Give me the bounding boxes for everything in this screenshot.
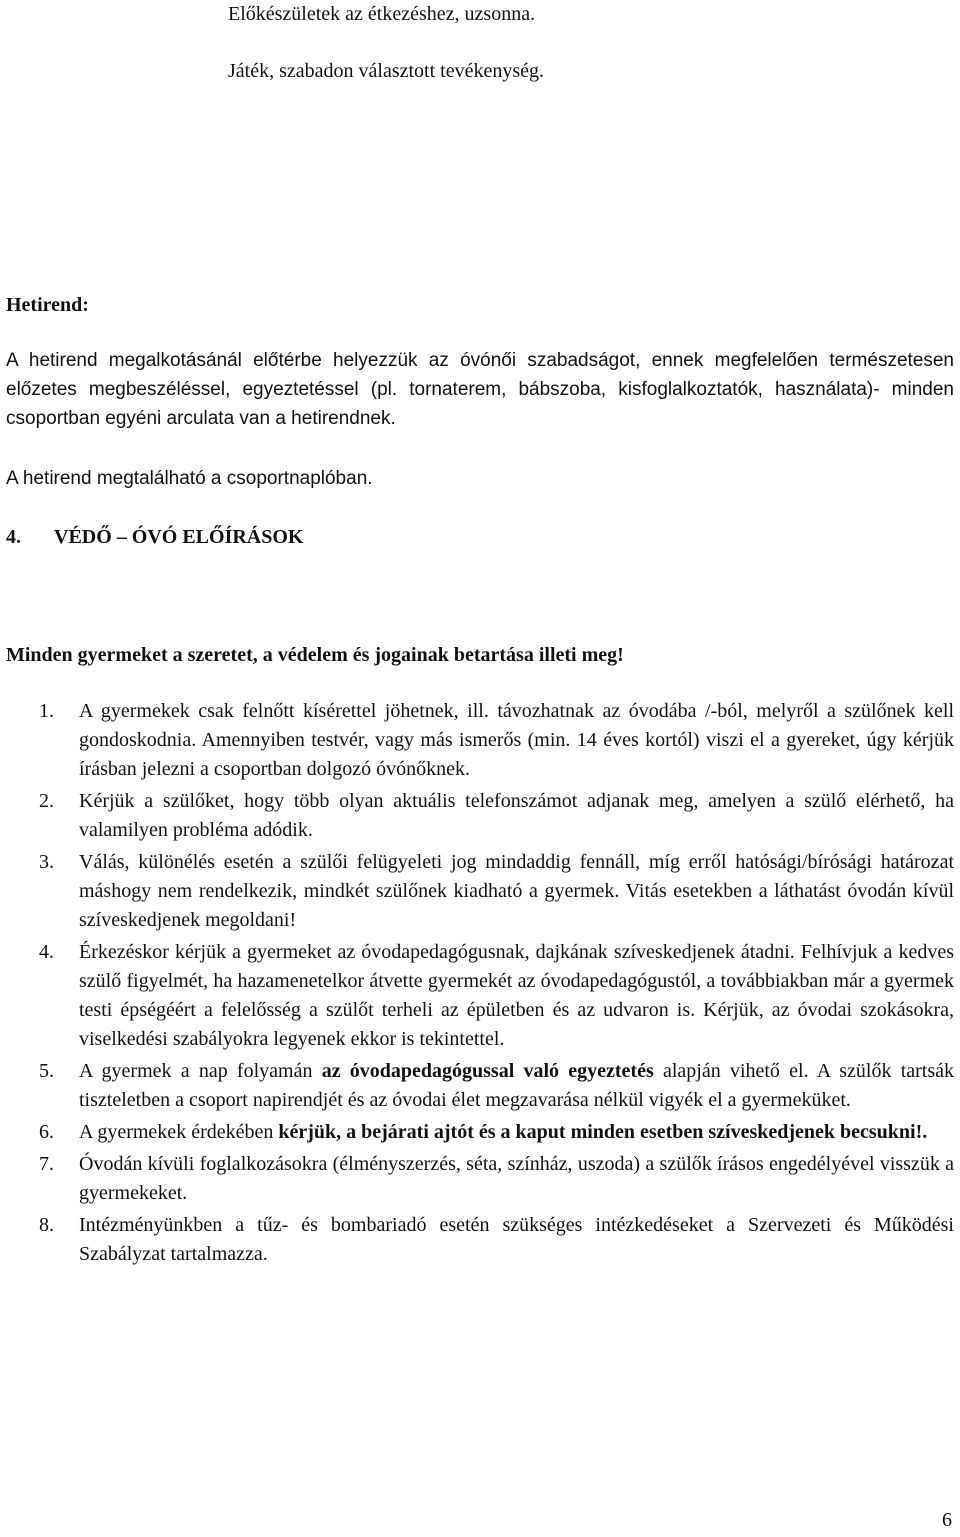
rules-list [6,697,954,1272]
item-text: Óvodán kívüli foglalkozásokra (élményszerzés, séta, színház, uszoda) a szülők írásos engedélyével visszük a gyermekeket. [79,1153,954,1204]
item-text-post: alapján vihető el. A szülők tartsák tiszteletben a csoport napirendjét és az óvodai élet megzavarása nélkül vigyék el a gyermeküket. [79,1060,955,1111]
item-number: 4. [39,941,54,963]
list-item [6,1211,954,1269]
schedule-line-1: Előkészületek az étkezéshez, uzsonna. [228,3,536,25]
section-heading [6,523,303,552]
page-number: 6 [942,1509,952,1531]
weekly-note: A hetirend megtalálható a csoportnaplóban. [6,468,373,489]
list-item [6,938,954,1054]
schedule-line-2: Játék, szabadon választott tevékenység. [228,60,544,82]
list-item [6,1057,954,1115]
section-number: 4. [6,526,21,548]
section-title: VÉDŐ – ÓVÓ ELŐÍRÁSOK [54,526,304,548]
item-text: Válás, különélés esetén a szülői felügyeleti jog mindaddig fennáll, míg erről hatósági/bírósági határozat máshogy nem rendelkezik, mindkét szülőnek kiadható a gyermek. Vitás esetekben a láthatást óvodán kívül szíveskedjenek megoldani! [79,851,954,931]
weekly-heading: Hetirend: [6,294,89,316]
item-text-bold: kérjük, a bejárati ajtót és a kaput minden esetben szíveskedjenek becsukni!. [278,1121,928,1143]
item-number: 8. [39,1214,54,1236]
item-number: 7. [39,1153,54,1175]
list-item [6,1150,954,1208]
item-number: 2. [39,790,54,812]
item-number: 5. [39,1060,54,1082]
item-number: 3. [39,851,54,873]
list-item [6,787,954,845]
list-item [6,848,954,935]
list-item [6,1118,954,1147]
item-text-pre: A gyermek a nap folyamán [79,1060,322,1082]
list-item [6,697,954,784]
item-text: A gyermekek csak felnőtt kísérettel jöhetnek, ill. távozhatnak az óvodába /-ból, melyről a szülőnek kell gondoskodnia. Amennyiben testvér, vagy más ismerős (min. 14 éves kortól) viszi el a gyereket, úgy kérjük írásban jelezni a csoportban dolgozó óvónőknek. [79,700,954,780]
item-number: 1. [39,700,54,722]
weekly-paragraph: A hetirend megalkotásánál előtérbe helyezzük az óvónői szabadságot, ennek megfelelően természetesen előzetes megbeszéléssel, egyeztetéssel (pl. tornaterem, bábszoba, kisfoglalkoztatók, használata)- minden csoportban egyéni arculata van a hetirendnek. [6,350,954,429]
item-text-pre: A gyermekek érdekében [79,1121,279,1143]
section-lead: Minden gyermeket a szeretet, a védelem és jogainak betartása illeti meg! [6,644,624,666]
item-text-bold: az óvodapedagógussal való egyeztetés [321,1060,654,1082]
item-text: Kérjük a szülőket, hogy több olyan aktuális telefonszámot adjanak meg, amelyen a szülő elérhető, ha valamilyen probléma adódik. [79,790,954,841]
item-text: Intézményünkben a tűz- és bombariadó esetén szükséges intézkedéseket a Szervezeti és Működési Szabályzat tartalmazza. [79,1214,954,1265]
item-number: 6. [39,1121,54,1143]
item-text: Érkezéskor kérjük a gyermeket az óvodapedagógusnak, dajkának szíveskedjenek átadni. Felhívjuk a kedves szülő figyelmét, ha hazamenetelkor átvette gyermekét az óvodapedagógustól, a továbbiakban már a gyermek testi épségéért a felelősség a szülőt terheli az épületben és az udvaron is. Kérjük, az óvodai szokásokra, viselkedési szabályokra legyenek ekkor is tekintettel. [79,941,954,1050]
